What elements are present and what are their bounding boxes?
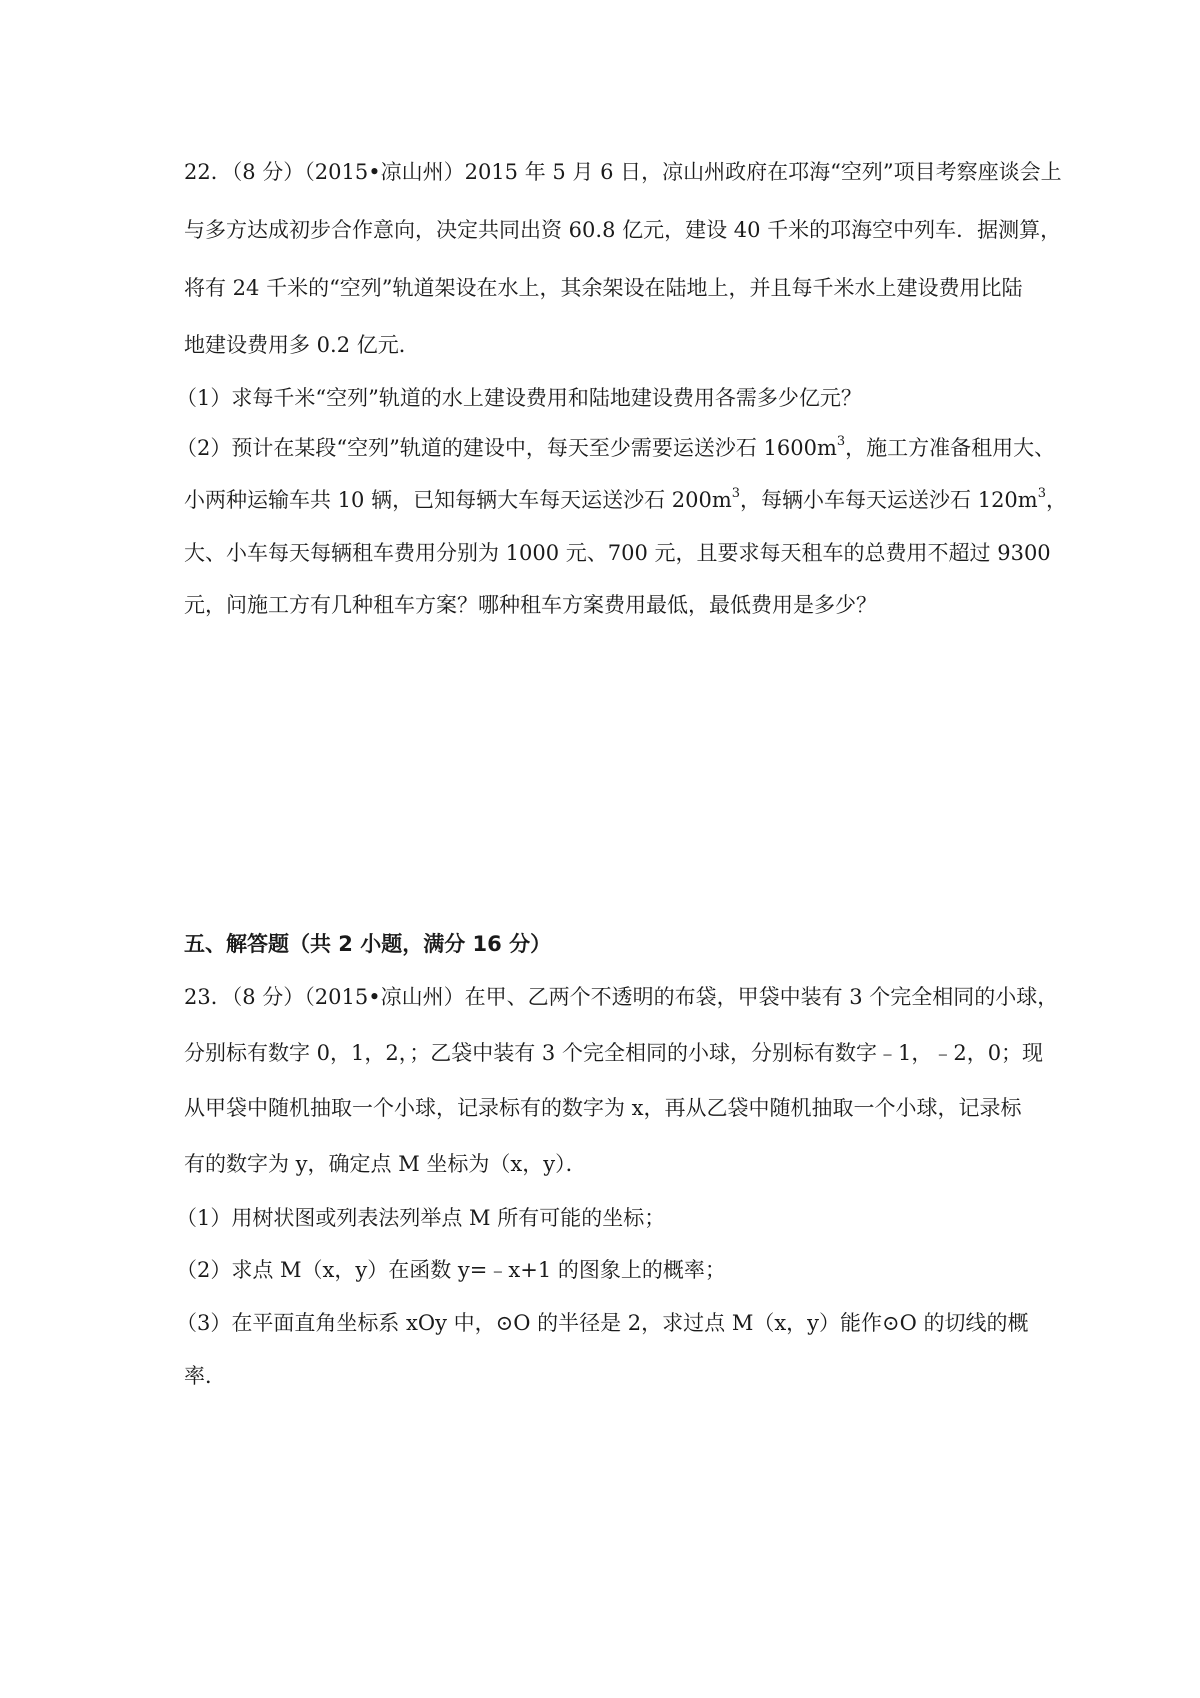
q22-sub2-text-b: ，施工方准备租用大、 — [845, 436, 1056, 460]
q23-line-1: 23．（8 分）（2015•凉山州）在甲、乙两个不透明的布袋，甲袋中装有 3 个完全相同的小球， — [184, 985, 1059, 1009]
q22-sub2-text-c: 小两种运输车共 10 辆，已知每辆大车每天运送沙石 200m — [184, 488, 732, 512]
q23-subquestion-2: （2）求点 M（x，y）在函数 y=﹣x+1 的图象上的概率； — [176, 1258, 726, 1282]
q22-subquestion-2-line-2 — [184, 488, 1067, 512]
q22-subquestion-2-line-1 — [176, 436, 1055, 460]
q22-subquestion-2-line-4: 元，问施工方有几种租车方案？哪种租车方案费用最低，最低费用是多少？ — [184, 593, 877, 617]
q23-subquestion-3-line-2: 率． — [184, 1364, 226, 1388]
superscript-3: 3 — [836, 434, 846, 449]
q22-line-2: 与多方达成初步合作意向，决定共同出资 60.8 亿元，建设 40 千米的邛海空中列车．据测算， — [184, 218, 1062, 242]
q22-sub2-text-d: ，每辆小车每天运送沙石 120m — [740, 488, 1038, 512]
section-heading: 五、解答题（共 2 小题，满分 16 分） — [184, 932, 552, 956]
q23-line-3: 从甲袋中随机抽取一个小球，记录标有的数字为 x，再从乙袋中随机抽取一个小球，记录标 — [184, 1096, 1022, 1120]
q22-sub2-text-e: ， — [1045, 488, 1067, 512]
q22-sub2-text-a: （2）预计在某段“空列”轨道的建设中，每天至少需要运送沙石 1600m — [176, 436, 837, 460]
superscript-3: 3 — [1037, 486, 1046, 501]
q22-line-4: 地建设费用多 0.2 亿元． — [184, 333, 420, 357]
q22-line-1: 22．（8 分）（2015•凉山州）2015 年 5 月 6 日，凉山州政府在邛海“空列”项目考察座谈会上 — [184, 160, 1062, 184]
q22-line-3: 将有 24 千米的“空列”轨道架设在水上，其余架设在陆地上，并且每千米水上建设费用比陆 — [184, 276, 1023, 300]
q22-subquestion-1: （1）求每千米“空列”轨道的水上建设费用和陆地建设费用各需多少亿元？ — [176, 386, 862, 410]
q23-line-4: 有的数字为 y，确定点 M 坐标为（x，y）． — [184, 1152, 587, 1176]
superscript-3: 3 — [731, 486, 741, 501]
q23-subquestion-1: （1）用树状图或列表法列举点 M 所有可能的坐标； — [176, 1206, 666, 1230]
q22-subquestion-2-line-3: 大、小车每天每辆租车费用分别为 1000 元、700 元，且要求每天租车的总费用不超过 9300 — [184, 541, 1051, 565]
q23-subquestion-3-line-1: （3）在平面直角坐标系 xOy 中，⊙O 的半径是 2，求过点 M（x，y）能作⊙O 的切线的概 — [176, 1311, 1029, 1335]
q23-line-2: 分别标有数字 0，1，2，；乙袋中装有 3 个完全相同的小球，分别标有数字﹣1，﹣2，0；现 — [184, 1041, 1044, 1065]
